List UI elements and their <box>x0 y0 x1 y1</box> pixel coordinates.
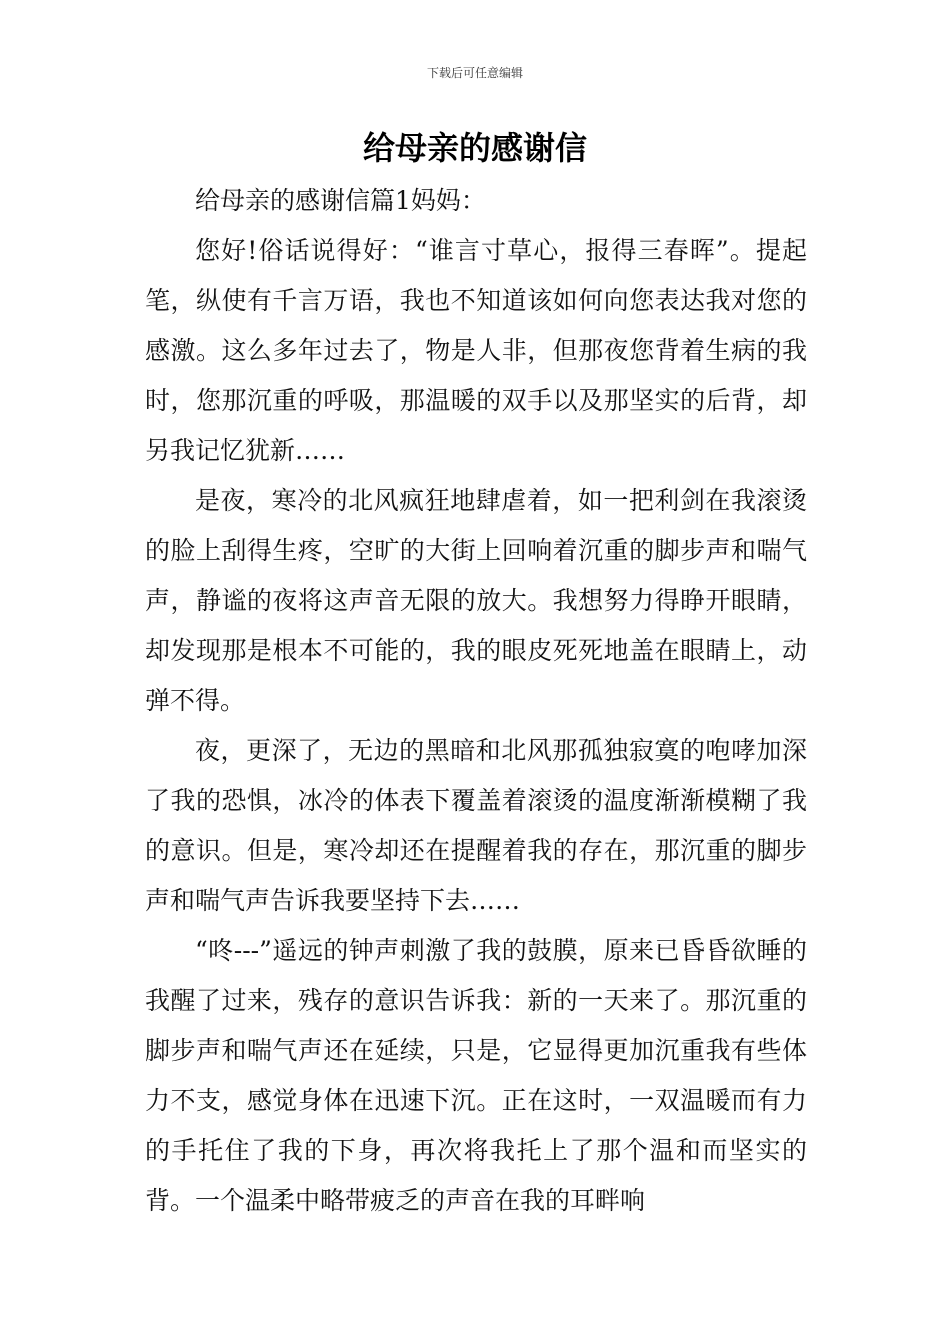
paragraph: 您好!俗话说得好：“谁言寸草心，报得三春晖”。提起笔，纵使有千言万语，我也不知道该如何向您表达我对您的感激。这么多年过去了，物是人非，但那夜您背着生病的我时，您那沉重的呼吸，那温暖的双手以及那坚实的后背，却另我记忆犹新…… <box>145 236 807 465</box>
paragraph: “咚---”遥远的钟声刺激了我的鼓膜，原来已昏昏欲睡的我醒了过来，残存的意识告诉我：新的一天来了。那沉重的脚步声和喘气声还在延续，只是，它显得更加沉重我有些体力不支，感觉身体在迅速下沉。正在这时，一双温暖而有力的手托住了我的下身，再次将我托上了那个温和而坚实的背。一个温柔中略带疲乏的声音在我的耳畔响 <box>145 936 807 1215</box>
document-body <box>145 176 807 1226</box>
paragraph: 夜，更深了，无边的黑暗和北风那孤独寂寞的咆哮加深了我的恐惧，冰冷的体表下覆盖着滚烫的温度渐渐模糊了我的意识。但是，寒冷却还在提醒着我的存在，那沉重的脚步声和喘气声告诉我要坚持下去…… <box>145 736 807 915</box>
document-title: 给母亲的感谢信 <box>362 129 587 167</box>
header-note: 下载后可任意编辑 <box>426 66 523 80</box>
paragraph-salutation: 给母亲的感谢信篇1妈妈： <box>195 186 486 215</box>
paragraph: 是夜，寒冷的北风疯狂地肆虐着，如一把利剑在我滚烫的脸上刮得生疼，空旷的大街上回响着沉重的脚步声和喘气声，静谧的夜将这声音无限的放大。我想努力得睁开眼睛，却发现那是根本不可能的，我的眼皮死死地盖在眼睛上，动弹不得。 <box>145 486 807 715</box>
